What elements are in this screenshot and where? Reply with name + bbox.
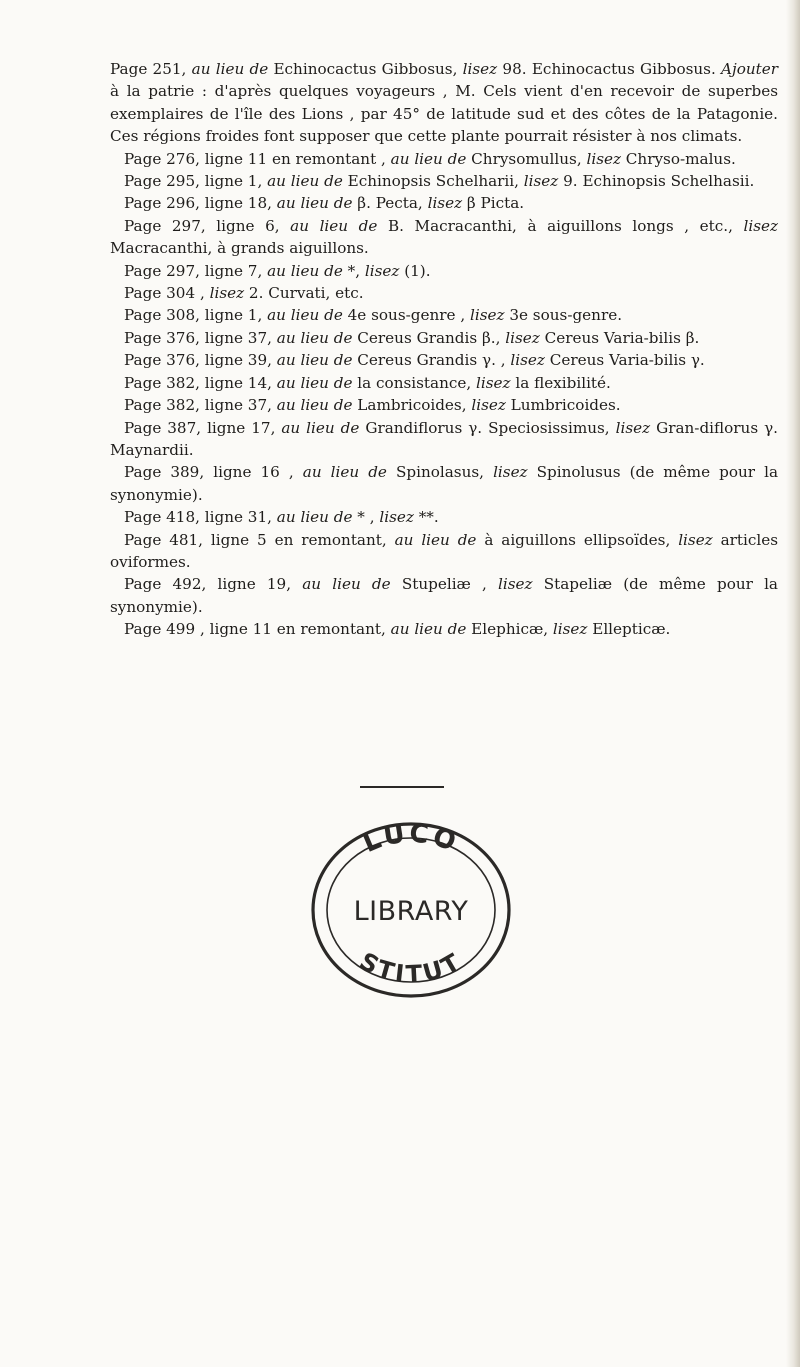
errata-text: Page 418, ligne 31,: [124, 508, 277, 527]
errata-text: Page 481, ligne 5 en remontant,: [124, 530, 395, 549]
errata-italic: lisez: [505, 328, 540, 347]
errata-text: Stapeliæ (de même pour la synonymie).: [110, 575, 778, 616]
errata-entry: [110, 327, 778, 349]
errata-text: Chryso-malus.: [620, 149, 736, 168]
errata-entry: [110, 260, 778, 282]
errata-entry: [110, 304, 778, 326]
errata-text: Page 297, ligne 6,: [124, 216, 291, 235]
errata-text: Macracanthi, à grands aiguillons.: [110, 239, 369, 258]
errata-text: *,: [342, 261, 365, 280]
errata-text: Lambricoides,: [352, 396, 472, 415]
errata-italic: lisez: [476, 373, 511, 392]
errata-text: 9. Echinopsis Schelhasii.: [558, 172, 755, 191]
errata-text: Page 251,: [110, 60, 192, 78]
errata-italic: lisez: [364, 261, 400, 280]
errata-italic: au lieu de: [276, 373, 353, 392]
errata-list: [110, 58, 778, 641]
errata-entry: [110, 461, 778, 506]
stamp-center-text: LIBRARY: [353, 896, 469, 927]
errata-text: Cereus Grandis γ. ,: [352, 351, 511, 370]
errata-text: à aiguillons ellipsoïdes,: [476, 530, 679, 549]
errata-italic: lisez: [493, 463, 528, 482]
errata-text: Elephicæ,: [466, 620, 553, 639]
errata-italic: au lieu de: [276, 194, 353, 213]
errata-entry: [110, 394, 778, 416]
errata-text: * ,: [352, 508, 380, 527]
errata-text: Page 376, ligne 37,: [124, 328, 277, 347]
errata-italic: lisez: [427, 194, 463, 213]
errata-italic: lisez: [209, 284, 245, 303]
errata-text: Page 382, ligne 37,: [124, 396, 277, 415]
errata-text: Cereus Varia-bilis β.: [539, 328, 700, 347]
errata-italic: lisez: [743, 216, 778, 235]
errata-italic: au lieu de: [276, 328, 353, 347]
stamp-top-text: LUCO: [358, 818, 463, 859]
errata-text: Stupeliæ ,: [390, 575, 499, 594]
errata-text: 3e sous-genre.: [504, 306, 623, 325]
errata-text: la consistance,: [352, 373, 477, 392]
library-stamp: [300, 814, 522, 1004]
errata-italic: lisez: [379, 508, 414, 527]
errata-text: B. Macracanthi, à aiguillons longs , etc.,: [377, 216, 744, 235]
errata-entry: [110, 58, 778, 148]
errata-text: β Picta.: [462, 194, 525, 213]
errata-italic: Ajouter: [721, 60, 778, 78]
errata-italic: lisez: [615, 418, 651, 437]
errata-text: Page 296, ligne 18,: [124, 194, 277, 213]
errata-italic: au lieu de: [267, 261, 343, 280]
errata-italic: lisez: [523, 172, 559, 191]
errata-text: Page 492, ligne 19,: [124, 575, 303, 594]
errata-text: Page 304 ,: [124, 284, 210, 303]
errata-text: 2. Curvati, etc.: [244, 284, 364, 303]
errata-italic: au lieu de: [394, 530, 477, 549]
errata-italic: au lieu de: [191, 60, 269, 78]
errata-text: à la patrie : d'après quelques voyageurs , M. Cels vient d'en recevoir de superbes exemplaires de l'île des Lions , par 45° de latitude sud et des côtes de la Patagonie. Ces régions froides font supposer que cette plante pourrait résister à nos climats.: [110, 82, 778, 146]
errata-entry: [110, 349, 778, 371]
errata-italic: lisez: [678, 530, 713, 549]
errata-italic: au lieu de: [276, 508, 353, 527]
errata-text: Grandiflorus γ. Speciosissimus,: [359, 418, 616, 437]
errata-text: Cereus Varia-bilis γ.: [544, 351, 705, 370]
errata-text: Echinopsis Schelharii,: [342, 172, 524, 191]
errata-text: articles oviformes.: [110, 530, 779, 571]
errata-italic: au lieu de: [302, 575, 391, 594]
errata-text: Page 297, ligne 7,: [124, 261, 268, 280]
errata-text: Page 387, ligne 17,: [124, 418, 282, 437]
errata-text: Chrysomullus,: [466, 149, 587, 168]
errata-italic: lisez: [552, 620, 588, 639]
errata-entry: [110, 618, 778, 640]
errata-italic: lisez: [586, 149, 621, 168]
errata-entry: [110, 192, 778, 214]
errata-text: Page 389, ligne 16 ,: [124, 463, 303, 482]
page-edge-shadow: [786, 0, 800, 1367]
errata-italic: au lieu de: [290, 216, 378, 235]
errata-italic: au lieu de: [281, 418, 360, 437]
errata-text: Cereus Grandis β.,: [352, 328, 506, 347]
errata-text: 4e sous-genre ,: [342, 306, 470, 325]
errata-text: Spinolasus,: [386, 463, 494, 482]
errata-italic: lisez: [470, 306, 505, 325]
errata-entry: [110, 417, 778, 462]
errata-entry: [110, 148, 778, 170]
errata-text: Ellepticæ.: [587, 620, 671, 639]
errata-italic: au lieu de: [267, 306, 343, 325]
errata-italic: lisez: [471, 396, 506, 415]
errata-text: Gran-diflorus γ. Maynardii.: [110, 418, 779, 459]
errata-text: Echinocactus Gibbosus,: [268, 60, 463, 78]
errata-entry: [110, 372, 778, 394]
errata-text: Page 295, ligne 1,: [124, 172, 268, 191]
errata-italic: lisez: [510, 351, 545, 370]
errata-text: Page 382, ligne 14,: [124, 373, 277, 392]
errata-text: Page 499 , ligne 11 en remontant,: [124, 620, 391, 639]
errata-text: Page 376, ligne 39,: [124, 351, 277, 370]
errata-text: β. Pecta,: [352, 194, 428, 213]
errata-entry: [110, 215, 778, 260]
errata-text: Page 308, ligne 1,: [124, 306, 268, 325]
errata-italic: au lieu de: [390, 620, 467, 639]
errata-text: 98. Echinocactus Gibbosus.: [497, 60, 722, 78]
errata-italic: lisez: [462, 60, 498, 78]
errata-italic: au lieu de: [302, 463, 387, 482]
errata-italic: au lieu de: [390, 149, 467, 168]
errata-entry: [110, 506, 778, 528]
errata-text: (1).: [399, 261, 431, 280]
errata-text: Page 276, ligne 11 en remontant ,: [124, 149, 391, 168]
errata-text: la flexibilité.: [510, 373, 611, 392]
errata-entry: [110, 282, 778, 304]
errata-italic: lisez: [498, 575, 533, 594]
separator-rule: [360, 786, 444, 788]
errata-text: Spinolusus (de même pour la synonymie).: [110, 463, 778, 504]
errata-text: Lumbricoides.: [505, 396, 621, 415]
errata-italic: au lieu de: [276, 396, 353, 415]
errata-entry: [110, 170, 778, 192]
errata-text: **.: [413, 508, 439, 527]
stamp-bottom-text: STITUT: [354, 946, 468, 989]
errata-italic: au lieu de: [267, 172, 343, 191]
errata-entry: [110, 529, 778, 574]
errata-entry: [110, 573, 778, 618]
errata-italic: au lieu de: [276, 351, 353, 370]
